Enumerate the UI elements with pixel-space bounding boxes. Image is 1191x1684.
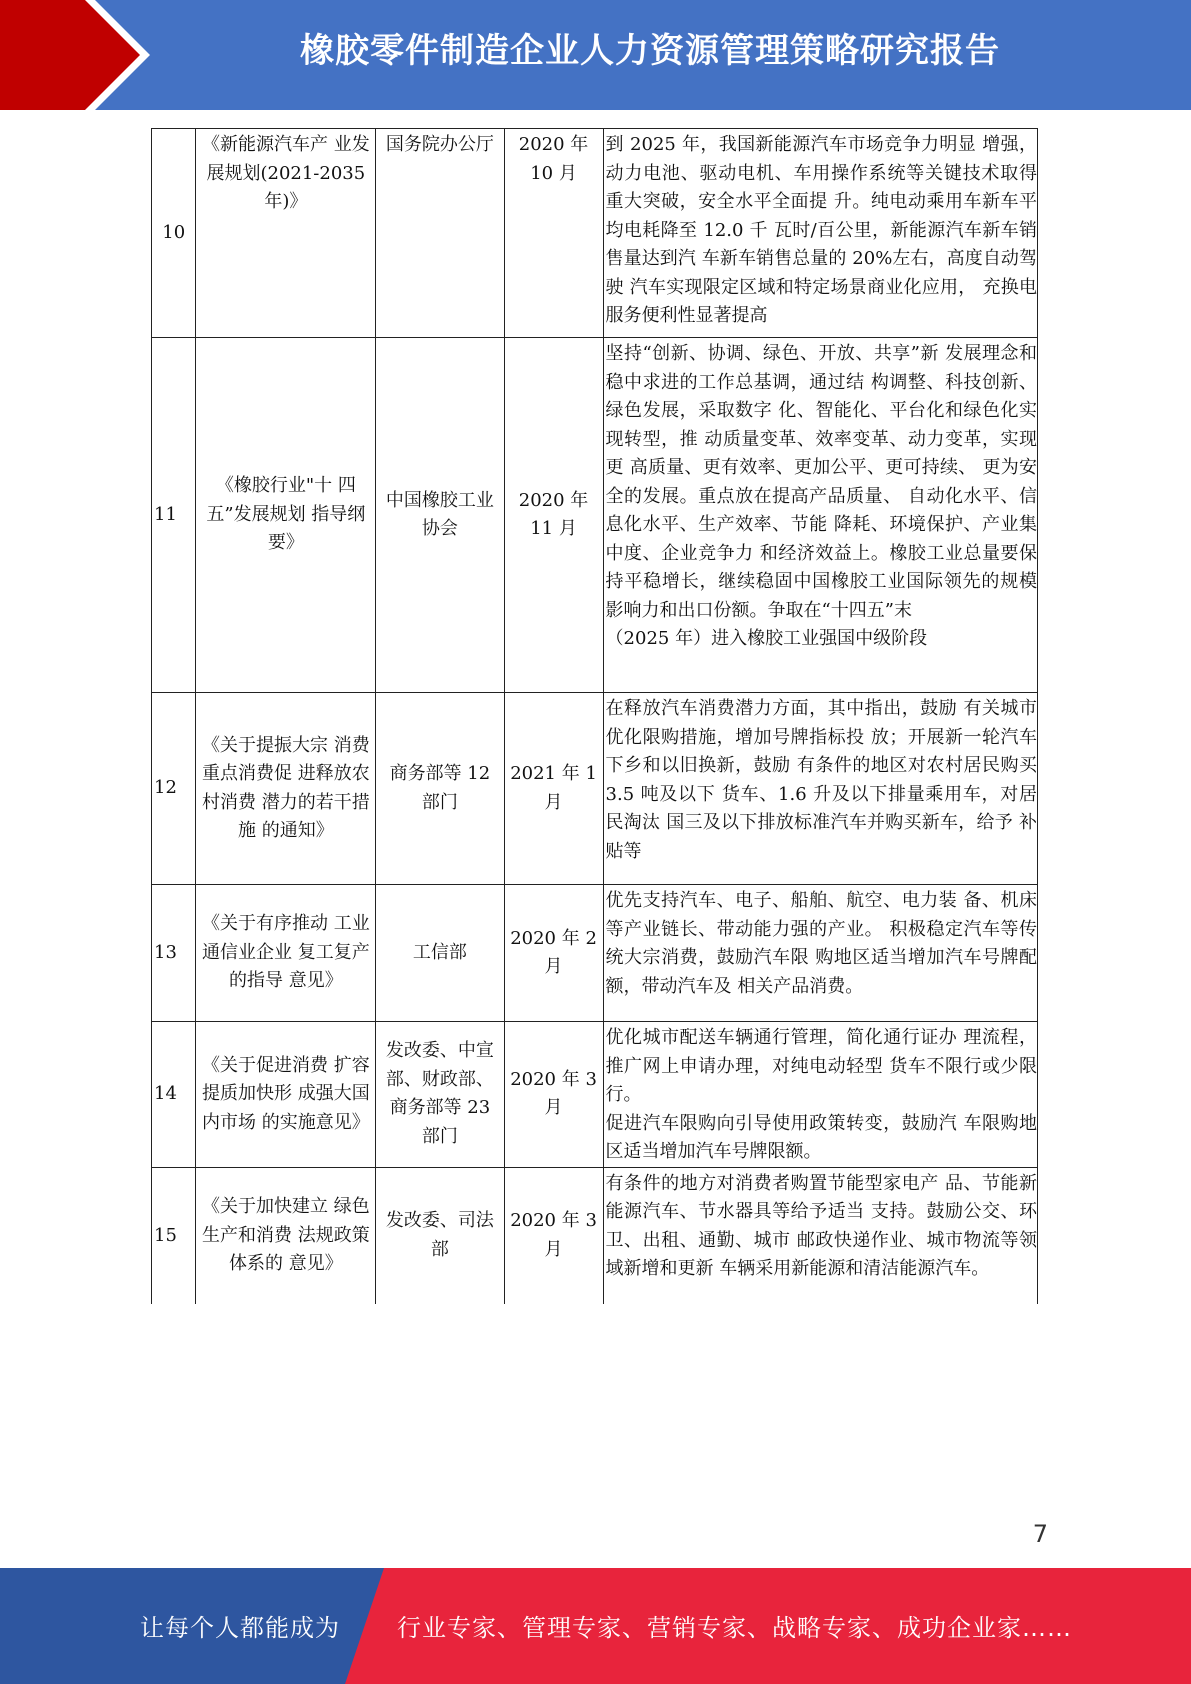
issuing-org: 工信部 [376,885,504,1022]
policy-content-extra: （2025 年）进入橡胶工业强国中级阶段 [605,628,928,649]
issue-date: 2020 年 10 月 [504,129,603,338]
policy-table [151,128,1038,1304]
issuing-org: 国务院办公厅 [376,129,504,338]
issue-date: 2020 年 11 月 [504,338,603,693]
issue-date: 2020 年 3 月 [504,1167,603,1304]
issue-date: 2021 年 1 月 [504,693,603,885]
policy-name: 《关于提振大宗 消费重点消费促 进释放农村消费 潜力的若干措施 的通知》 [196,693,376,885]
table-row [152,885,1038,1022]
policy-content: 有条件的地方对消费者购置节能型家电产 品、节能新能源汽车、节水器具等给予适当 支持。鼓励公交、环卫、出租、通勤、城市 邮政快递作业、城市物流等领域新增和更新 车辆采用新能源和清洁能源汽车。 [603,1167,1037,1304]
footer-slogan-left: 让每个人都能成为 [140,1614,340,1642]
policy-content: 到 2025 年，我国新能源汽车市场竞争力明显 增强，动力电池、驱动电机、车用操作系统等关键技术取得重大突破，安全水平全面提 升。纯电动乘用车新车平均电耗降至 12.0 千 瓦时/百公里，新能源汽车新车销售量达到汽 车新车销售总量的 20%左右，高度自动驾驶 汽车实现限定区域和特定场景商业化应用， 充换电服务便利性显著提高 [603,129,1037,338]
issue-date: 2020 年 3 月 [504,1022,603,1168]
row-number: 11 [152,338,196,693]
table-row [152,338,1038,693]
page-header [0,0,1191,110]
policy-name: 《关于有序推动 工业通信业企业 复工复产的指导 意见》 [196,885,376,1022]
policy-content: 优先支持汽车、电子、船舶、航空、电力装 备、机床等产业链长、带动能力强的产业。 积极稳定汽车等传统大宗消费，鼓励汽车限 购地区适当增加汽车号牌配额，带动汽车及 相关产品消费。 [603,885,1037,1022]
row-number: 13 [152,885,196,1022]
policy-content [603,1022,1037,1168]
policy-content: 在释放汽车消费潜力方面，其中指出，鼓励 有关城市优化限购措施，增加号牌指标投 放；开展新一轮汽车下乡和以旧换新，鼓励 有条件的地区对农村居民购买 3.5 吨及以下 货车、1.6 升及以下排量乘用车，对居民淘汰 国三及以下排放标准汽车并购买新车，给予 补贴等 [603,693,1037,885]
issuing-org: 发改委、司法部 [376,1167,504,1304]
issuing-org: 发改委、中宣部、财政部、商务部等 23 部门 [376,1022,504,1168]
policy-name: 《新能源汽车产 业发展规划(2021-2035年)》 [196,129,376,338]
policy-name: 《关于加快建立 绿色生产和消费 法规政策体系的 意见》 [196,1167,376,1304]
policy-name: 《关于促进消费 扩容提质加快形 成强大国内市场 的实施意见》 [196,1022,376,1168]
issuing-org: 商务部等 12 部门 [376,693,504,885]
page-footer [0,1568,1191,1684]
table-row [152,129,1038,338]
issue-date: 2020 年 2 月 [504,885,603,1022]
table-row [152,1022,1038,1168]
policy-content-extra: 促进汽车限购向引导使用政策转变，鼓励汽 车限购地区适当增加汽车号牌限额。 [605,1112,1037,1162]
row-number: 14 [152,1022,196,1168]
table-row [152,693,1038,885]
policy-content-main: 优化城市配送车辆通行管理，简化通行证办 理流程，推广网上申请办理，对纯电动轻型 货车不限行或少限行。 [605,1027,1037,1105]
table-row [152,1167,1038,1304]
issuing-org: 中国橡胶工业协会 [376,338,504,693]
policy-name: 《橡胶行业"十 四五”发展规划 指导纲要》 [196,338,376,693]
policy-content-main: 坚持“创新、协调、绿色、开放、共享”新 发展理念和稳中求进的工作总基调，通过结 构调整、科技创新、绿色发展，采取数字 化、智能化、平台化和绿色化实现转型，推 动质量变革、效率变革、动力变革，实现更 高质量、更有效率、更加公平、更可持续、 更为安全的发展。重点放在提高产品质量、 自动化水平、信息化水平、生产效率、节能 降耗、环境保护、产业集中度、企业竞争力 和经济效益上。橡胶工业总量要保持平稳增长，继续稳固中国橡胶工业国际领先的规模 影响力和出口份额。争取在“十四五”末 [605,343,1037,621]
report-title: 橡胶零件制造企业人力资源管理策略研究报告 [300,31,1000,71]
row-number: 12 [152,693,196,885]
row-number: 15 [152,1167,196,1304]
policy-content [603,338,1037,693]
footer-slogan-right: 行业专家、管理专家、营销专家、战略专家、成功企业家…… [397,1614,1072,1642]
page-number: 7 [1032,1520,1048,1548]
row-number: 10 [152,129,196,338]
